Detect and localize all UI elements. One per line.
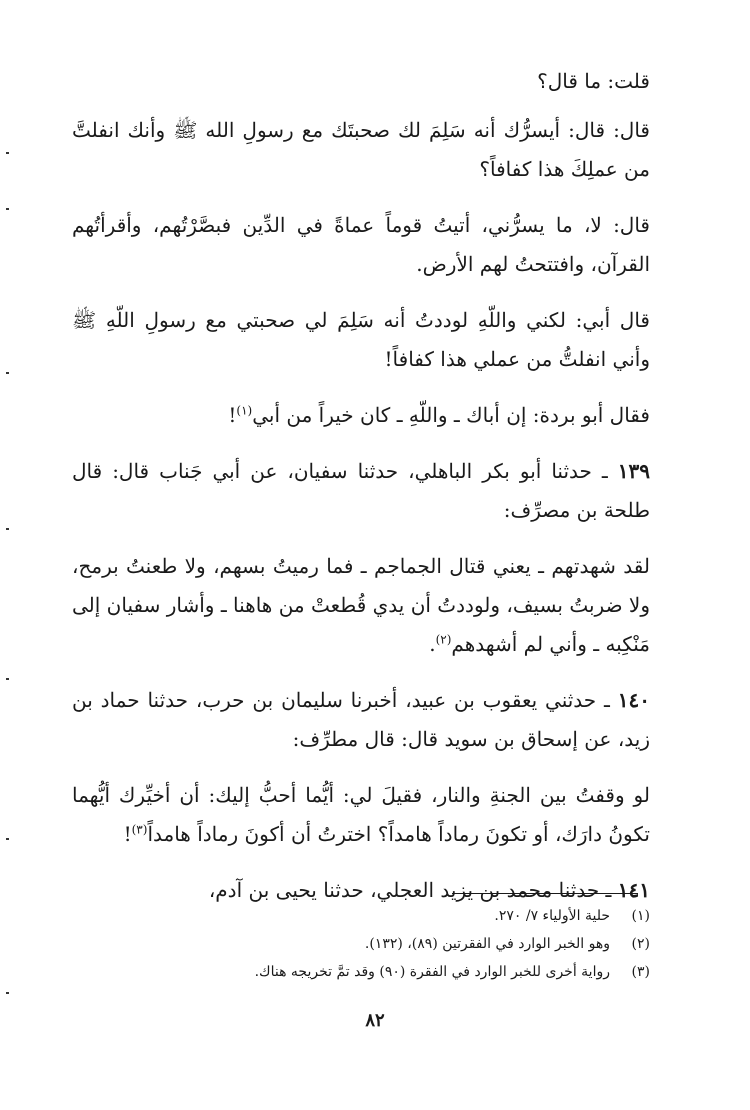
paragraph-5	[72, 396, 650, 435]
scan-speck	[6, 528, 9, 530]
footnote-number: (٣)	[631, 964, 650, 980]
footnote-item	[180, 902, 650, 930]
scan-speck	[6, 838, 9, 840]
paragraph-9	[72, 776, 650, 854]
paragraph-9-text: لو وقفتُ بين الجنةِ والنار، فقيلَ لي: أيُّما أحبُّ إليك: أن أخيِّرك أيُّهما تكونُ دارَك، أو تكونَ رماداً هامداً؟ اخترتُ أن أكونَ رماداً هامداً	[72, 783, 650, 846]
paragraph-140	[72, 681, 650, 759]
footnote-number: (٢)	[631, 936, 650, 952]
paragraph-1: قلت: ما قال؟	[537, 69, 650, 93]
paragraph-9-end: !	[123, 822, 132, 846]
page-body	[72, 62, 650, 927]
footnote-text: حلية الأولياء ٧/ ٢٧٠.	[494, 908, 610, 924]
page-number: ٨٢	[365, 1010, 385, 1031]
paragraph-7-end: .	[429, 632, 436, 656]
scan-speck	[6, 678, 9, 680]
footnote-text: رواية أخرى للخبر الوارد في الفقرة (٩٠) وقد تمَّ تخريجه هناك.	[254, 964, 610, 980]
footnote-number: (١)	[631, 908, 650, 924]
footnote-item	[180, 930, 650, 958]
entry-number-139: ١٣٩	[617, 459, 650, 483]
paragraph-2: قال: قال: أيسرُّك أنه سَلِمَ لك صحبتَك مع رسولِ الله ﷺ وأنك انفلتَّ من عملِكَ هذا كفافاً؟	[72, 118, 650, 181]
footnote-ref-1: (١)	[236, 403, 253, 418]
paragraph-3: قال: لا، ما يسرُّني، أتيتُ قوماً عماةً في الدِّين فبصَّرْتُهم، وأقرأتُهم القرآن، وافتتحتُ لهم الأرض.	[72, 213, 650, 276]
scan-speck	[6, 372, 9, 374]
entry-number-140: ١٤٠	[617, 688, 650, 712]
paragraph-5-text: فقال أبو بردة: إن أباك ـ واللّهِ ـ كان خيراً من أبي	[252, 403, 650, 427]
scan-speck	[6, 152, 9, 154]
footnote-text: وهو الخبر الوارد في الفقرتين (٨٩)، (١٣٢).	[364, 936, 610, 952]
footnote-ref-2: (٢)	[435, 632, 452, 647]
paragraph-7-text: لقد شهدتهم ـ يعني قتال الجماجم ـ فما رميتُ بسهم، ولا طعنتُ برمح، ولا ضربتُ بسيف، ولوددتُ أن يدي قُطعتْ من هاهنا ـ وأشار سفيان إلى مَنْكِبه ـ وأني لم أشهدهم	[72, 554, 650, 656]
footnotes	[180, 902, 650, 986]
paragraph-7	[72, 547, 650, 664]
paragraph-140-text: ـ حدثني يعقوب بن عبيد، أخبرنا سليمان بن حرب، حدثنا حماد بن زيد، عن إسحاق بن سويد قال: قال مطرِّف:	[72, 688, 650, 751]
paragraph-139	[72, 452, 650, 530]
footnote-ref-3: (٣)	[131, 822, 148, 837]
footnote-divider	[452, 893, 638, 894]
scan-speck	[6, 992, 9, 994]
paragraph-139-text: ـ حدثنا أبو بكر الباهلي، حدثنا سفيان، عن أبي جَناب قال: قال طلحة بن مصرِّف:	[72, 459, 650, 522]
paragraph-4: قال أبي: لكني واللّهِ لوددتُ أنه سَلِمَ لي صحبتي مع رسولِ اللّهِ ﷺ وأني انفلتُّ من عملي هذا كفافاً!	[72, 308, 650, 371]
paragraph-5-end: !	[228, 403, 237, 427]
entry-number-141: ١٤١	[617, 878, 650, 902]
scan-speck	[6, 208, 9, 210]
paragraph-141-text: ـ حدثنا محمد بن يزيد العجلي، حدثنا يحيى بن آدم،	[208, 878, 618, 902]
footnote-item	[180, 958, 650, 986]
